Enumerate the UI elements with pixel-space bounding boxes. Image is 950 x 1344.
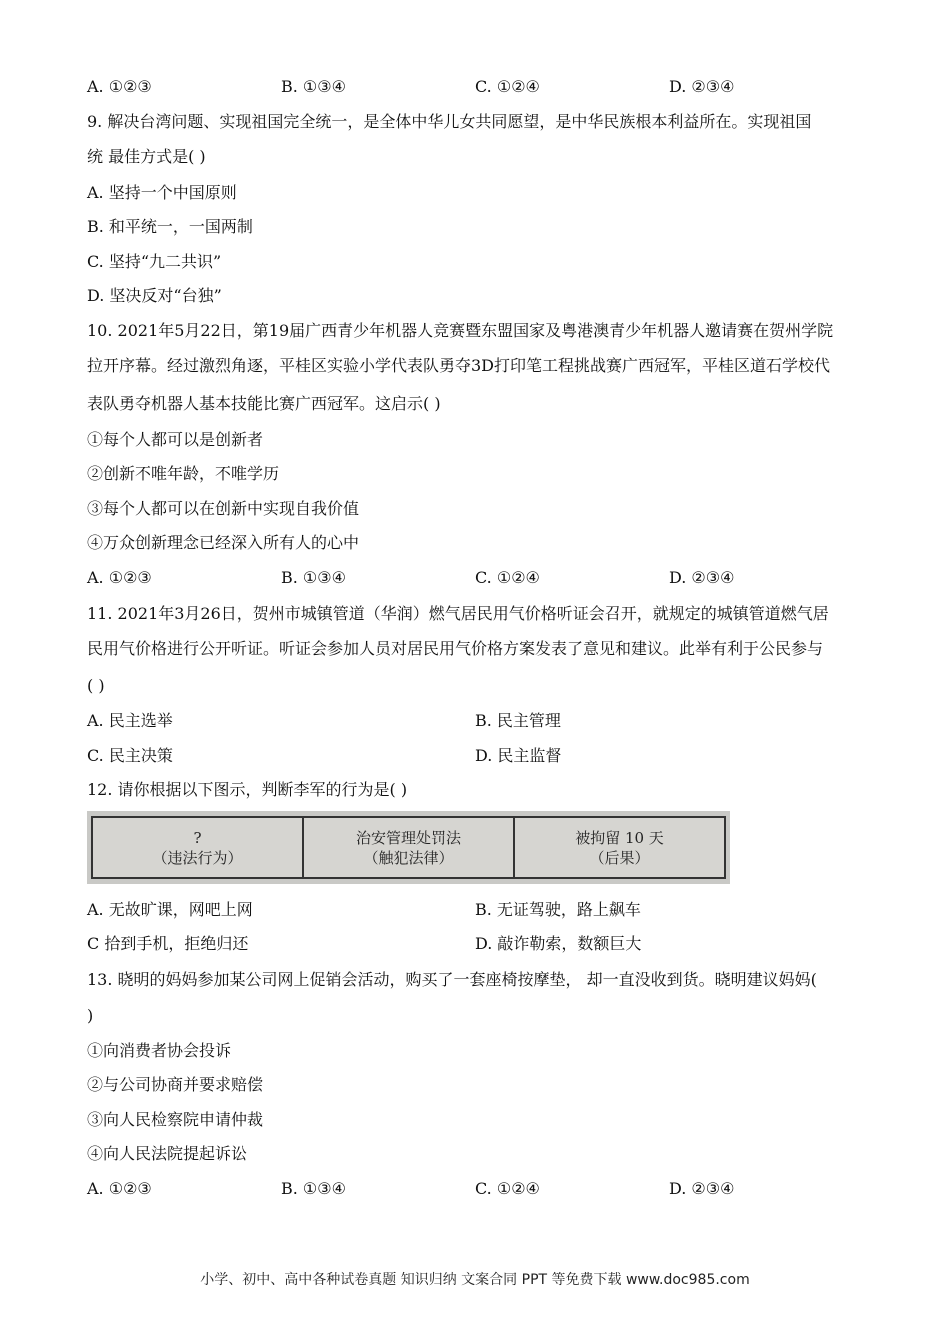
q11-stem-line2: 民用气价格进行公开听证。听证会参加人员对居民用气价格方案发表了意见和建议。此举有利于公民参与 xyxy=(87,639,824,658)
q9-option-c: C. 坚持“九二共识” xyxy=(87,252,222,271)
q11-option-c: C. 民主决策 xyxy=(87,746,173,765)
q8-option-d: D. ②③④ xyxy=(669,77,735,96)
figure-cell-consequence-top: 被拘留 10 天 xyxy=(575,828,664,847)
figure-cell-behavior xyxy=(93,818,304,877)
q10-option-b: B. ①③④ xyxy=(281,568,346,587)
q10-option-c: C. ①②④ xyxy=(475,568,540,587)
q12-stem: 12. 请你根据以下图示，判断李军的行为是( ) xyxy=(87,780,408,799)
figure-cell-law-bottom: （触犯法律） xyxy=(363,848,454,867)
q10-stem-line3: 表队勇夺机器人基本技能比赛广西冠军。这启示( ) xyxy=(87,394,441,413)
q12-option-a: A. 无故旷课，网吧上网 xyxy=(87,900,253,919)
q13-statement-4: ④向人民法院提起诉讼 xyxy=(87,1144,248,1163)
q12-option-b: B. 无证驾驶，路上飙车 xyxy=(475,900,641,919)
q10-option-d: D. ②③④ xyxy=(669,568,735,587)
q13-option-c: C. ①②④ xyxy=(475,1179,540,1198)
q13-option-b: B. ①③④ xyxy=(281,1179,346,1198)
q12-figure-table xyxy=(87,811,730,884)
q11-stem-line1: 11. 2021年3月26日，贺州市城镇管道（华润）燃气居民用气价格听证会召开，就规定的城镇管道燃气居 xyxy=(87,604,829,623)
figure-cell-law xyxy=(304,818,515,877)
q8-option-b: B. ①③④ xyxy=(281,77,346,96)
q10-option-a: A. ①②③ xyxy=(87,568,152,587)
q13-statement-2: ②与公司协商并要求赔偿 xyxy=(87,1075,264,1094)
q9-option-d: D. 坚决反对“台独” xyxy=(87,286,222,305)
q11-stem-line3: ( ) xyxy=(87,676,105,695)
q9-stem-line2: 统 最佳方式是( ) xyxy=(87,147,206,166)
q9-option-b: B. 和平统一，一国两制 xyxy=(87,217,253,236)
q11-option-d: D. 民主监督 xyxy=(475,746,562,765)
q13-stem-line2: ) xyxy=(87,1006,94,1025)
q12-option-c: C 拾到手机，拒绝归还 xyxy=(87,934,249,953)
q10-statement-2: ②创新不唯年龄，不唯学历 xyxy=(87,464,280,483)
q13-option-d: D. ②③④ xyxy=(669,1179,735,1198)
q10-stem-line2: 拉开序幕。经过激烈角逐，平桂区实验小学代表队勇夺3D打印笔工程挑战赛广西冠军，平桂区道石学校代 xyxy=(87,356,831,375)
q13-stem-line1: 13. 晓明的妈妈参加某公司网上促销会活动，购买了一套座椅按摩垫， 却一直没收到货。晓明建议妈妈( xyxy=(87,970,817,989)
q10-statement-4: ④万众创新理念已经深入所有人的心中 xyxy=(87,533,360,552)
q11-option-a: A. 民主选举 xyxy=(87,711,173,730)
q12-option-d: D. 敲诈勒索，数额巨大 xyxy=(475,934,642,953)
q10-statement-3: ③每个人都可以在创新中实现自我价值 xyxy=(87,499,360,518)
page-footer: 小学、初中、高中各种试卷真题 知识归纳 文案合同 PPT 等免费下载 www.doc985.com xyxy=(200,1272,750,1288)
q9-stem-line1: 9. 解决台湾问题、实现祖国完全统一，是全体中华儿女共同愿望，是中华民族根本利益所在。实现祖国 xyxy=(87,112,812,131)
q10-stem-line1: 10. 2021年5月22日，第19届广西青少年机器人竞赛暨东盟国家及粤港澳青少年机器人邀请赛在贺州学院 xyxy=(87,321,834,340)
q8-option-a: A. ①②③ xyxy=(87,77,152,96)
q9-option-a: A. 坚持一个中国原则 xyxy=(87,183,237,202)
figure-cell-behavior-top: ? xyxy=(193,828,202,847)
q11-option-b: B. 民主管理 xyxy=(475,711,561,730)
figure-cell-consequence xyxy=(515,818,724,877)
q13-statement-1: ①向消费者协会投诉 xyxy=(87,1041,232,1060)
figure-cell-law-top: 治安管理处罚法 xyxy=(355,828,461,847)
figure-cell-behavior-bottom: （违法行为） xyxy=(152,848,243,867)
q13-option-a: A. ①②③ xyxy=(87,1179,152,1198)
figure-cell-consequence-bottom: （后果） xyxy=(589,848,650,867)
q13-statement-3: ③向人民检察院申请仲裁 xyxy=(87,1110,264,1129)
q8-option-c: C. ①②④ xyxy=(475,77,540,96)
q10-statement-1: ①每个人都可以是创新者 xyxy=(87,430,264,449)
